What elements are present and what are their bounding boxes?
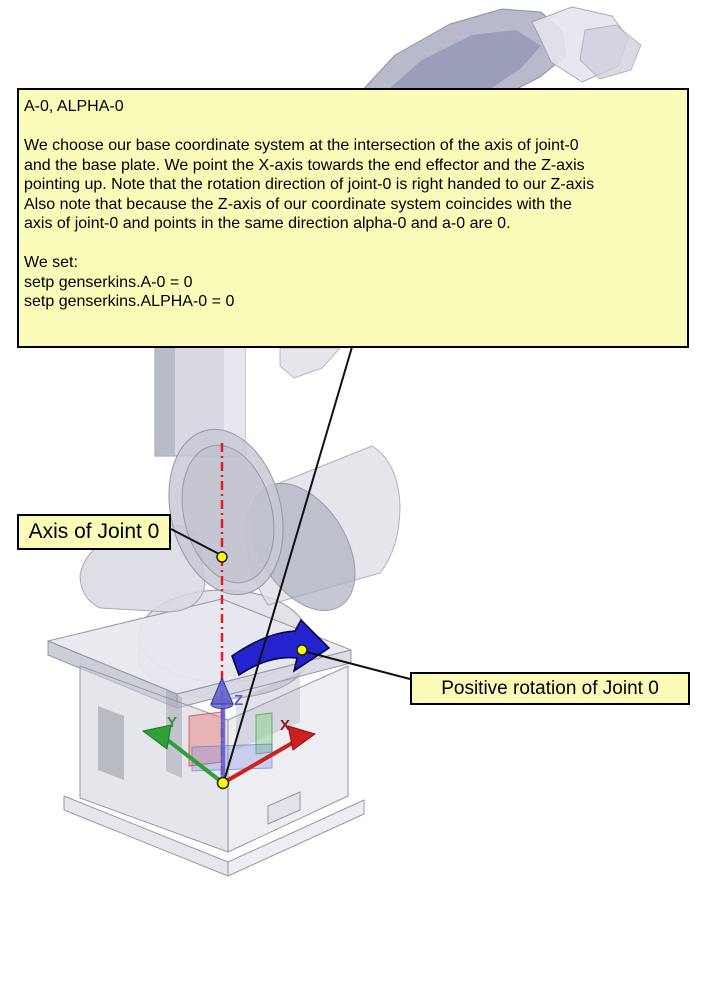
info-box-body: We choose our base coordinate system at the intersection of the axis of joint-0 and the base plate. We point the X-axis towards the end effector and the Z-axis pointing up. Note that the rotation direction of joint-0 is right handed to our Z-axis Also note that because the Z-axis of our coordinate system coincides with the axis of joint-0 and points in the same direction alpha-0 and a-0 are 0. We set: setp genserkins.A-0 = 0 setp genserkins.ALPHA-0 = 0 <box>24 137 595 310</box>
x-axis-label: X <box>280 717 291 734</box>
z-axis-label: Z <box>234 692 244 709</box>
origin-marker-dot <box>218 778 229 789</box>
axis-of-joint0-label-text: Axis of Joint 0 <box>28 520 160 543</box>
positive-rotation-label <box>410 672 690 705</box>
info-box <box>17 88 689 348</box>
info-box-title: A-0, ALPHA-0 <box>24 98 124 115</box>
axis-of-joint0-label <box>17 514 171 550</box>
robot-upper-arm <box>358 7 641 95</box>
y-axis-label: Y <box>167 714 178 731</box>
axis-marker-dot <box>217 552 227 562</box>
rotation-marker-dot <box>297 645 307 655</box>
positive-rotation-label-text: Positive rotation of Joint 0 <box>441 677 659 699</box>
